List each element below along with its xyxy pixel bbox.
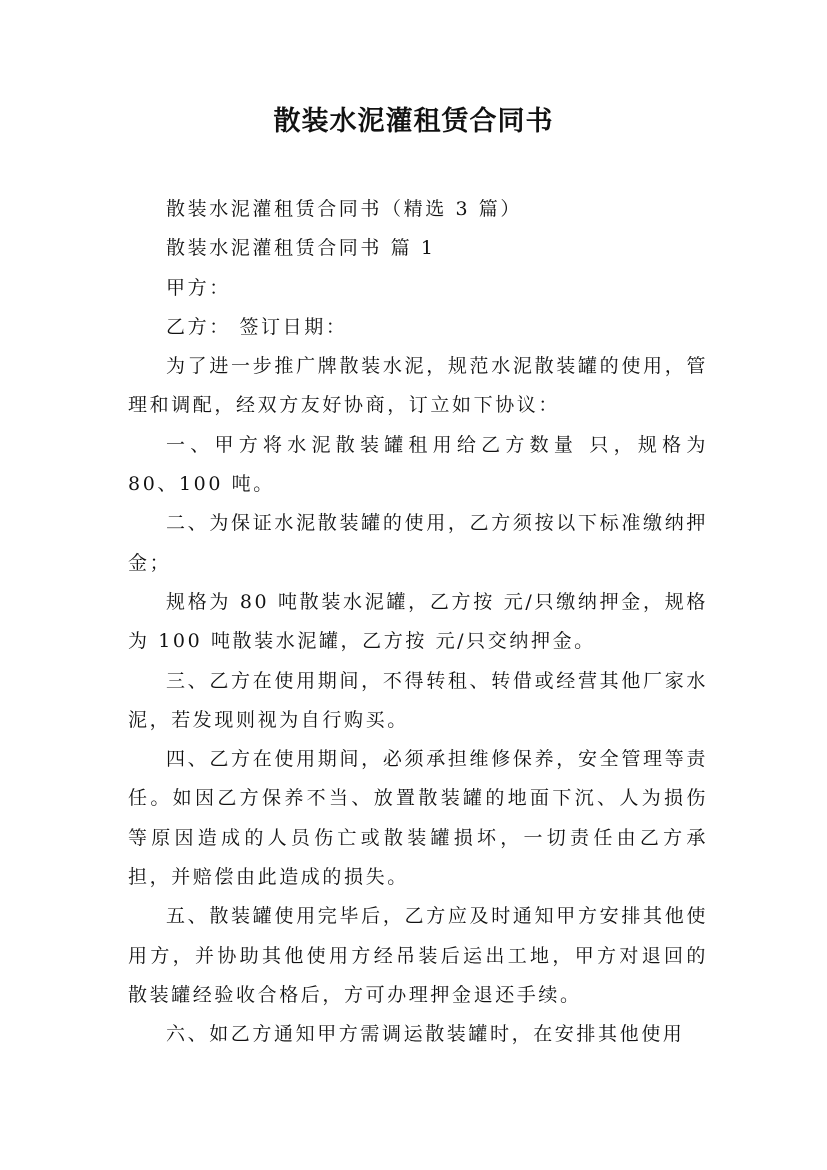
paragraph-party-b-date: 乙方： 签订日期： [166, 315, 348, 338]
paragraph-subtitle: 散装水泥灌租赁合同书（精选 3 篇） [166, 198, 522, 220]
paragraph-clause-3: 三、乙方在使用期间，不得转租、转借或经营其他厂家水泥，若发现则视为自行购买。 [128, 669, 708, 731]
paragraph-clause-6: 六、如乙方通知甲方需调运散装罐时，在安排其他使用 [166, 1023, 685, 1046]
document-body [128, 190, 708, 1055]
paragraph-clause-4: 四、乙方在使用期间，必须承担维修保养，安全管理等责任。如因乙方保养不当、放置散装罐的地面下沉、人为损伤等原因造成的人员伤亡或散装罐损坏，一切责任由乙方承担，并赔偿由此造成的损失。 [128, 748, 708, 889]
paragraph-clause-2: 二、为保证水泥散装罐的使用，乙方须按以下标准缴纳押金； [128, 512, 708, 574]
paragraph-clause-1: 一、甲方将水泥散装罐租用给乙方数量 只，规格为 80、100 吨。 [128, 433, 708, 496]
paragraph-section-heading: 散装水泥灌租赁合同书 篇 1 [166, 237, 436, 260]
paragraph-party-a: 甲方： [166, 276, 231, 299]
paragraph-clause-2-detail: 规格为 80 吨散装水泥罐，乙方按 元/只缴纳押金，规格为 100 吨散装水泥罐，乙方按 元/只交纳押金。 [128, 590, 708, 653]
paragraph-preamble: 为了进一步推广牌散装水泥，规范水泥散装罐的使用，管理和调配，经双方友好协商，订立如下协议： [128, 355, 708, 417]
paragraph-clause-5: 五、散装罐使用完毕后，乙方应及时通知甲方安排其他使用方，并协助其他使用方经吊装后运出工地，甲方对退回的散装罐经验收合格后，方可办理押金退还手续。 [128, 905, 708, 1006]
document-title: 散装水泥灌租赁合同书 [273, 106, 554, 137]
